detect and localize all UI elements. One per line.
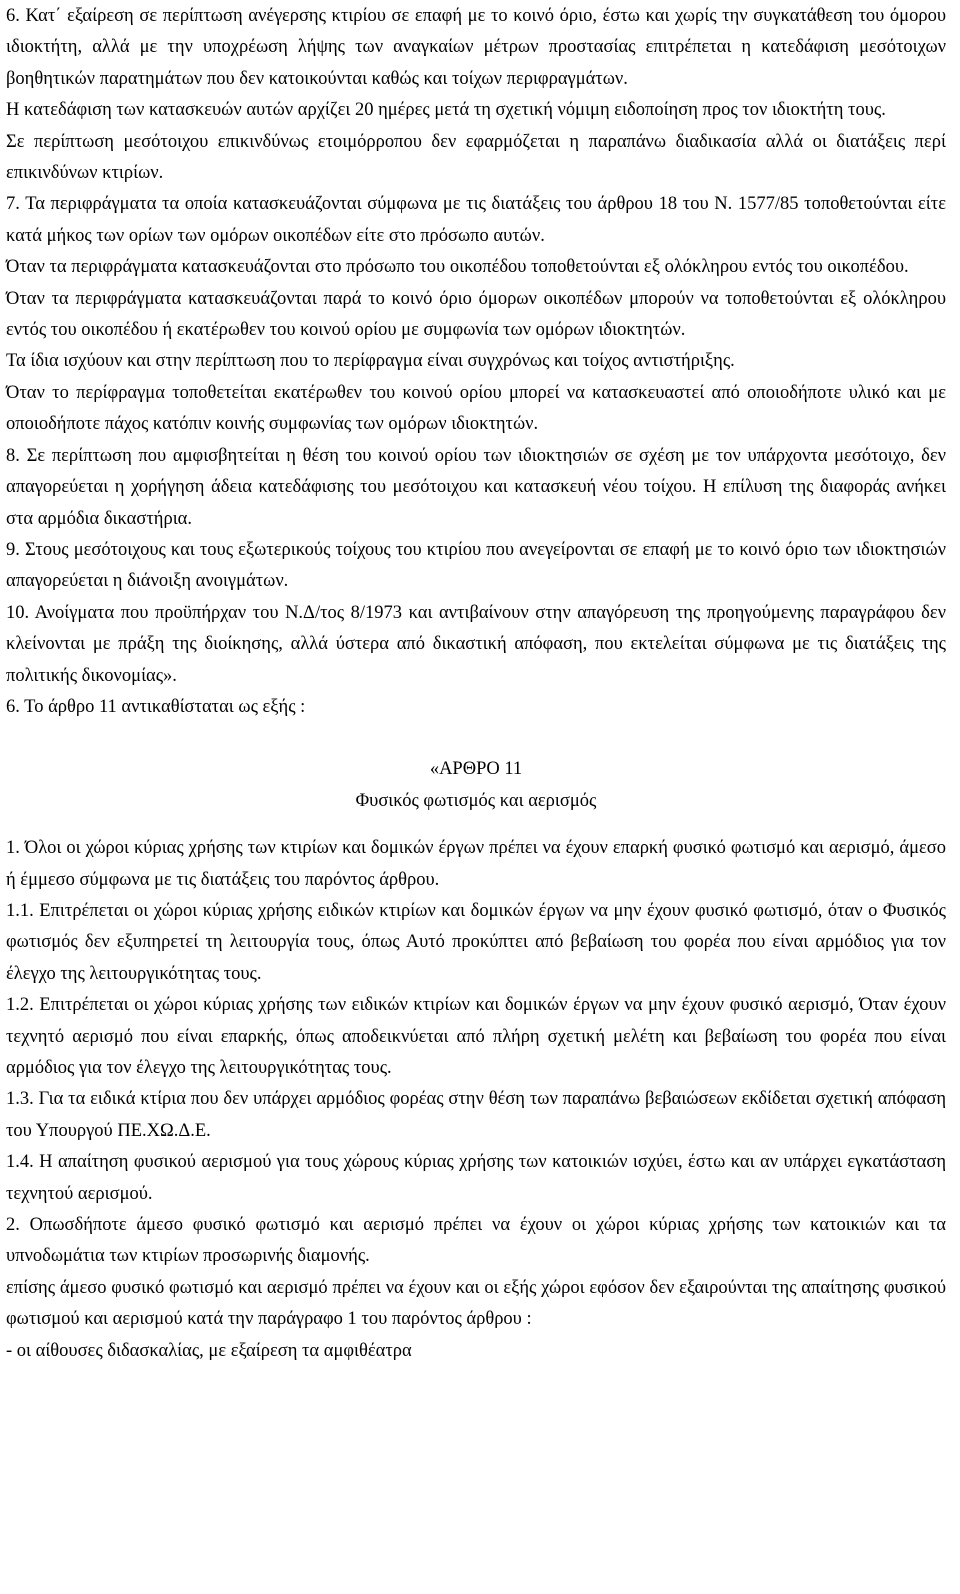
paragraph: 1.2. Επιτρέπεται οι χώροι κύριας χρήσης των ειδικών κτιρίων και δομικών έργων να μην έχουν φυσικό αερισμό, Όταν έχουν τεχνητό αερισμό που είναι επαρκής, όπως αποδεικνύεται από πλήρη σχετική μελέτη και βεβαίωση του φορέα που είναι αρμόδιος για τον έλεγχο της λειτουργικότητας τους. [6, 995, 946, 1078]
paragraphs-bottom [6, 833, 946, 1367]
paragraph: Όταν τα περιφράγματα κατασκευάζονται στο πρόσωπο του οικοπέδου τοποθετούνται εξ ολόκληρου εντός του οικοπέδου. [6, 257, 909, 278]
paragraph: επίσης άμεσο φυσικό φωτισμό και αερισμό πρέπει να έχουν και οι εξής χώροι εφόσον δεν εξαιρούνται της απαίτησης φυσικού φωτισμού και αερισμού κατά την παράγραφο 1 του παρόντος άρθρου : [6, 1277, 946, 1330]
article-subtitle: Φυσικός φωτισμός και αερισμός [355, 790, 597, 811]
paragraph: 8. Σε περίπτωση που αμφισβητείται η θέση του κοινού ορίου των ιδιοκτησιών σε σχέση με τον υπάρχοντα μεσότοιχο, δεν απαγορεύεται η χορήγηση άδεια κατεδάφισης του μεσότοιχου και κατασκευή νέου τοίχου. Η επίλυση της διαφοράς ανήκει στα αρμόδια δικαστήρια. [6, 445, 946, 529]
paragraph: Όταν το περίφραγμα τοποθετείται εκατέρωθεν του κοινού ορίου μπορεί να κατασκευαστεί από οποιοδήποτε υλικό και με οποιοδήποτε πάχος κατόπιν κοινής συμφωνίας των ομόρων ιδιοκτητών. [6, 382, 946, 435]
paragraph: Όταν τα περιφράγματα κατασκευάζονται παρά το κοινό όριο όμορων οικοπέδων μπορούν να τοποθετούνται εξ ολόκληρου εντός του οικοπέδου ή εκατέρωθεν του κοινού ορίου με συμφωνία των ομόρων ιδιοκτητών. [6, 288, 946, 341]
paragraphs-top [6, 1, 946, 723]
paragraph: 1.1. Επιτρέπεται οι χώροι κύριας χρήσης ειδικών κτιρίων και δομικών έργων να μην έχουν φυσικό φωτισμό, όταν ο Φυσικός φωτισμός δεν εξυπηρετεί τη λειτουργία τους, όπως Αυτό προκύπτει από βεβαίωση του φορέα που είναι αρμόδιος για τον έλεγχο της λειτουργικότητας τους. [6, 900, 946, 984]
paragraph: 6. Το άρθρο 11 αντικαθίσταται ως εξής : [6, 696, 306, 717]
paragraph: 1. Όλοι οι χώροι κύριας χρήσης των κτιρίων και δομικών έργων πρέπει να έχουν επαρκή φυσικό φωτισμό και αερισμό, άμεσο ή έμμεσο σύμφωνα με τις διατάξεις του παρόντος άρθρου. [6, 838, 946, 890]
paragraph: 6. Κατ΄ εξαίρεση σε περίπτωση ανέγερσης κτιρίου σε επαφή με το κοινό όριο, έστω και χωρίς την συγκατάθεση του όμορου ιδιοκτήτη, αλλά με την υποχρέωση λήψης των αναγκαίων μέτρων προστασίας επιτρέπεται η κατεδάφιση μεσότοιχων βοηθητικών παρατημάτων που δεν κατοικούνται καθώς και τοίχων περιφραγμάτων. [6, 6, 946, 89]
paragraph: Σε περίπτωση μεσότοιχου επικινδύνως ετοιμόρροπου δεν εφαρμόζεται η παραπάνω διαδικασία αλλά οι διατάξεις περί επικινδύνων κτιρίων. [6, 131, 946, 184]
paragraph: Η κατεδάφιση των κατασκευών αυτών αρχίζει 20 ημέρες μετά τη σχετική νόμιμη ειδοποίηση προς τον ιδιοκτήτη τους. [6, 100, 886, 121]
paragraph: 9. Στους μεσότοιχους και τους εξωτερικούς τοίχους του κτιρίου που ανεγείρονται σε επαφή με το κοινό όριο των ιδιοκτησιών απαγορεύεται η διάνοιξη ανοιγμάτων. [6, 539, 946, 592]
article-heading [0, 754, 956, 817]
paragraph: - οι αίθουσες διδασκαλίας, με εξαίρεση τα αμφιθέατρα [6, 1340, 412, 1361]
paragraph: 2. Οπωσδήποτε άμεσο φυσικό φωτισμό και αερισμό πρέπει να έχουν οι χώροι κύριας χρήσης των κατοικιών και τα υπνοδωμάτια των κτιρίων προσωρινής διαμονής. [6, 1215, 946, 1267]
paragraph: 1.3. Για τα ειδικά κτίρια που δεν υπάρχει αρμόδιος φορέας στην θέση των παραπάνω βεβαιώσεων εκδίδεται σχετική απόφαση του Υπουργού ΠΕ.ΧΩ.Δ.Ε. [6, 1089, 946, 1141]
article-title: «ΑΡΘΡΟ 11 [429, 759, 523, 780]
document-page [6, 0, 946, 1367]
paragraph: 10. Ανοίγματα που προϋπήρχαν του Ν.Δ/τος 8/1973 και αντιβαίνουν στην απαγόρευση της προηγούμενης παραγράφου δεν κλείνονται με πράξη της διοίκησης, αλλά ύστερα από δικαστική απόφαση, που εκτελείται σύμφωνα με τις διατάξεις της πολιτικής δικονομίας». [6, 602, 946, 686]
paragraph: 1.4. Η απαίτηση φυσικού αερισμού για τους χώρους κύριας χρήσης των κατοικιών ισχύει, έστω και αν υπάρχει εγκατάσταση τεχνητού αερισμού. [6, 1152, 946, 1204]
paragraph: 7. Τα περιφράγματα τα οποία κατασκευάζονται σύμφωνα με τις διατάξεις του άρθρου 18 του Ν. 1577/85 τοποθετούνται είτε κατά μήκος των ορίων των ομόρων οικοπέδων είτε στο πρόσωπο αυτών. [6, 194, 946, 246]
paragraph: Τα ίδια ισχύουν και στην περίπτωση που το περίφραγμα είναι συγχρόνως και τοίχος αντιστήριξης. [6, 351, 735, 372]
